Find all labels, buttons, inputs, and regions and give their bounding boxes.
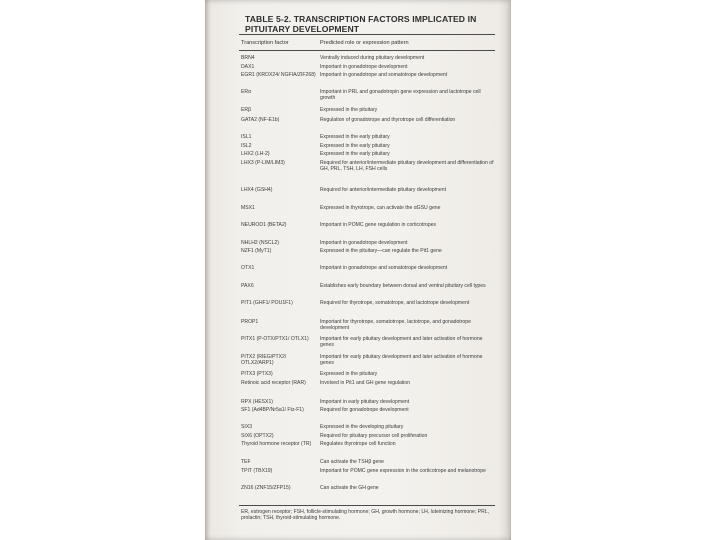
factor-cell: PITX1 (P-OTX/PTX1/ OTLX1): [241, 336, 309, 342]
factor-cell: MSX1: [241, 205, 255, 211]
role-cell: Involved in Pit1 and GH gene regulation: [320, 380, 411, 386]
factor-cell: SIX3: [241, 424, 253, 430]
factor-cell: ZN16 (ZNF15/ZFP15): [241, 485, 291, 491]
top-rule: [239, 34, 495, 35]
role-cell: Expressed in the early pituitary: [320, 134, 390, 140]
factor-cell: SIX6 (OPTX2): [241, 433, 274, 439]
factor-cell: TPIT (TBX19): [241, 468, 273, 474]
role-cell: Expressed in the pituitary: [320, 371, 378, 377]
role-cell: Important in PRL and gonadotropin gene expression and lactotrope cell growth: [320, 89, 481, 102]
factor-cell: NHLH2 (NSCL2): [241, 240, 279, 246]
factor-cell: TEF: [241, 459, 251, 465]
role-cell: Can activate the TSHβ gene: [320, 459, 384, 465]
factor-cell: ERβ: [241, 107, 252, 113]
role-cell: Important for POMC gene expression in the corticotrope and melanotrope: [320, 468, 486, 474]
factor-cell: EGR1 (KROX24/ NGFIA/ZIF268): [241, 72, 316, 78]
role-cell: Important in gonadotrope development: [320, 240, 408, 246]
table-body: [241, 55, 497, 501]
role-cell: Required for pituitary precursor cell proliferation: [320, 433, 428, 439]
header-rule: [239, 50, 495, 51]
factor-cell: PIT1 (GHF1/ POU1F1): [241, 300, 293, 306]
factor-cell: NZF1 (MyT1): [241, 248, 272, 254]
factor-cell: ISL1: [241, 134, 252, 140]
role-cell: Important for early pituitary development and later activation of hormone genes: [320, 336, 483, 349]
role-cell: Expressed in the early pituitary: [320, 151, 390, 157]
factor-cell: OTX1: [241, 265, 255, 271]
factor-cell: PROP1: [241, 319, 259, 325]
factor-cell: LHX4 (GSH4): [241, 187, 273, 193]
role-cell: Important in gonadotrope development: [320, 64, 408, 70]
role-cell: Establishes early boundary between dorsal and ventral pituitary cell types: [320, 283, 486, 289]
role-cell: Required for anterior/intermediate pituitary development and differentiation of GH, PRL, TSH, LH, FSH cells: [320, 160, 494, 173]
role-cell: Ventrally induced during pituitary development: [320, 55, 425, 61]
factor-cell: ISL2: [241, 143, 252, 149]
role-cell: Important for thyrotrope, somatotrope, lactotrope, and gonadotrope development: [320, 319, 471, 332]
role-cell: Important in gonadotrope and somatotrope development: [320, 72, 448, 78]
role-cell: Expressed in the early pituitary: [320, 143, 390, 149]
role-cell: Required for thyrotrope, somatotrope, and lactotrope development: [320, 300, 470, 306]
role-cell: Expressed in thyrotrope, can activate the αGSU gene: [320, 205, 441, 211]
factor-cell: GATA2 (NF-E1b): [241, 117, 280, 123]
bottom-rule: [239, 505, 495, 506]
role-cell: Expressed in the pituitary—can regulate the Pit1 gene: [320, 248, 442, 254]
role-cell: Expressed in the pituitary: [320, 107, 378, 113]
factor-cell: NEUROD1 (BETA2): [241, 222, 287, 228]
factor-cell: LHX3 (P-LIM/LIM3): [241, 160, 285, 166]
column-headers: [241, 40, 495, 50]
role-cell: Regulates thyrotrope cell function: [320, 441, 396, 447]
factor-cell: LHX2 (LH-2): [241, 151, 270, 157]
factor-cell: SF1 (Ad4BP/Nr5a1/ Ftz-F1): [241, 407, 304, 413]
role-cell: Regulation of gonadotrope and thyrotrope cell differentiation: [320, 117, 456, 123]
role-cell: Required for anterior/intermediate pituitary development: [320, 187, 446, 193]
factor-cell: ERα: [241, 89, 252, 95]
factor-cell: BRN4: [241, 55, 255, 61]
role-cell: Important in gonadotrope and somatotrope development: [320, 265, 448, 271]
factor-cell: Thyroid hormone receptor (TR): [241, 441, 312, 447]
header-predicted-role: Predicted role or expression pattern: [320, 40, 409, 46]
factor-cell: Retinoic acid receptor (RAR): [241, 380, 306, 386]
role-cell: Important for early pituitary development and later activation of hormone genes: [320, 354, 483, 367]
scanned-page: [205, 0, 511, 540]
header-transcription-factor: Transcription factor: [241, 40, 289, 46]
role-cell: Required for gonadotrope development: [320, 407, 409, 413]
role-cell: Can activate the GH gene: [320, 485, 379, 491]
factor-cell: PITX2 (RIEG/PTX2/ OTLX2/ARP1): [241, 354, 287, 367]
factor-cell: PITX3 (PTX3): [241, 371, 273, 377]
factor-cell: RPX (HESX1): [241, 399, 273, 405]
table-title: TABLE 5-2. TRANSCRIPTION FACTORS IMPLICATED IN PITUITARY DEVELOPMENT: [245, 14, 477, 34]
role-cell: Important in early pituitary development: [320, 399, 410, 405]
role-cell: Expressed in the developing pituitary: [320, 424, 404, 430]
table-footnote: ER, estrogen receptor; FSH, follicle-stimulating hormone; GH, growth hormone; LH, luteinizing hormone; PRL, prolactin; TSH, thyroid-stimulating hormone.: [241, 509, 490, 522]
factor-cell: DAX1: [241, 64, 255, 70]
factor-cell: PAX6: [241, 283, 254, 289]
role-cell: Important in POMC gene regulation in corticotropes: [320, 222, 437, 228]
